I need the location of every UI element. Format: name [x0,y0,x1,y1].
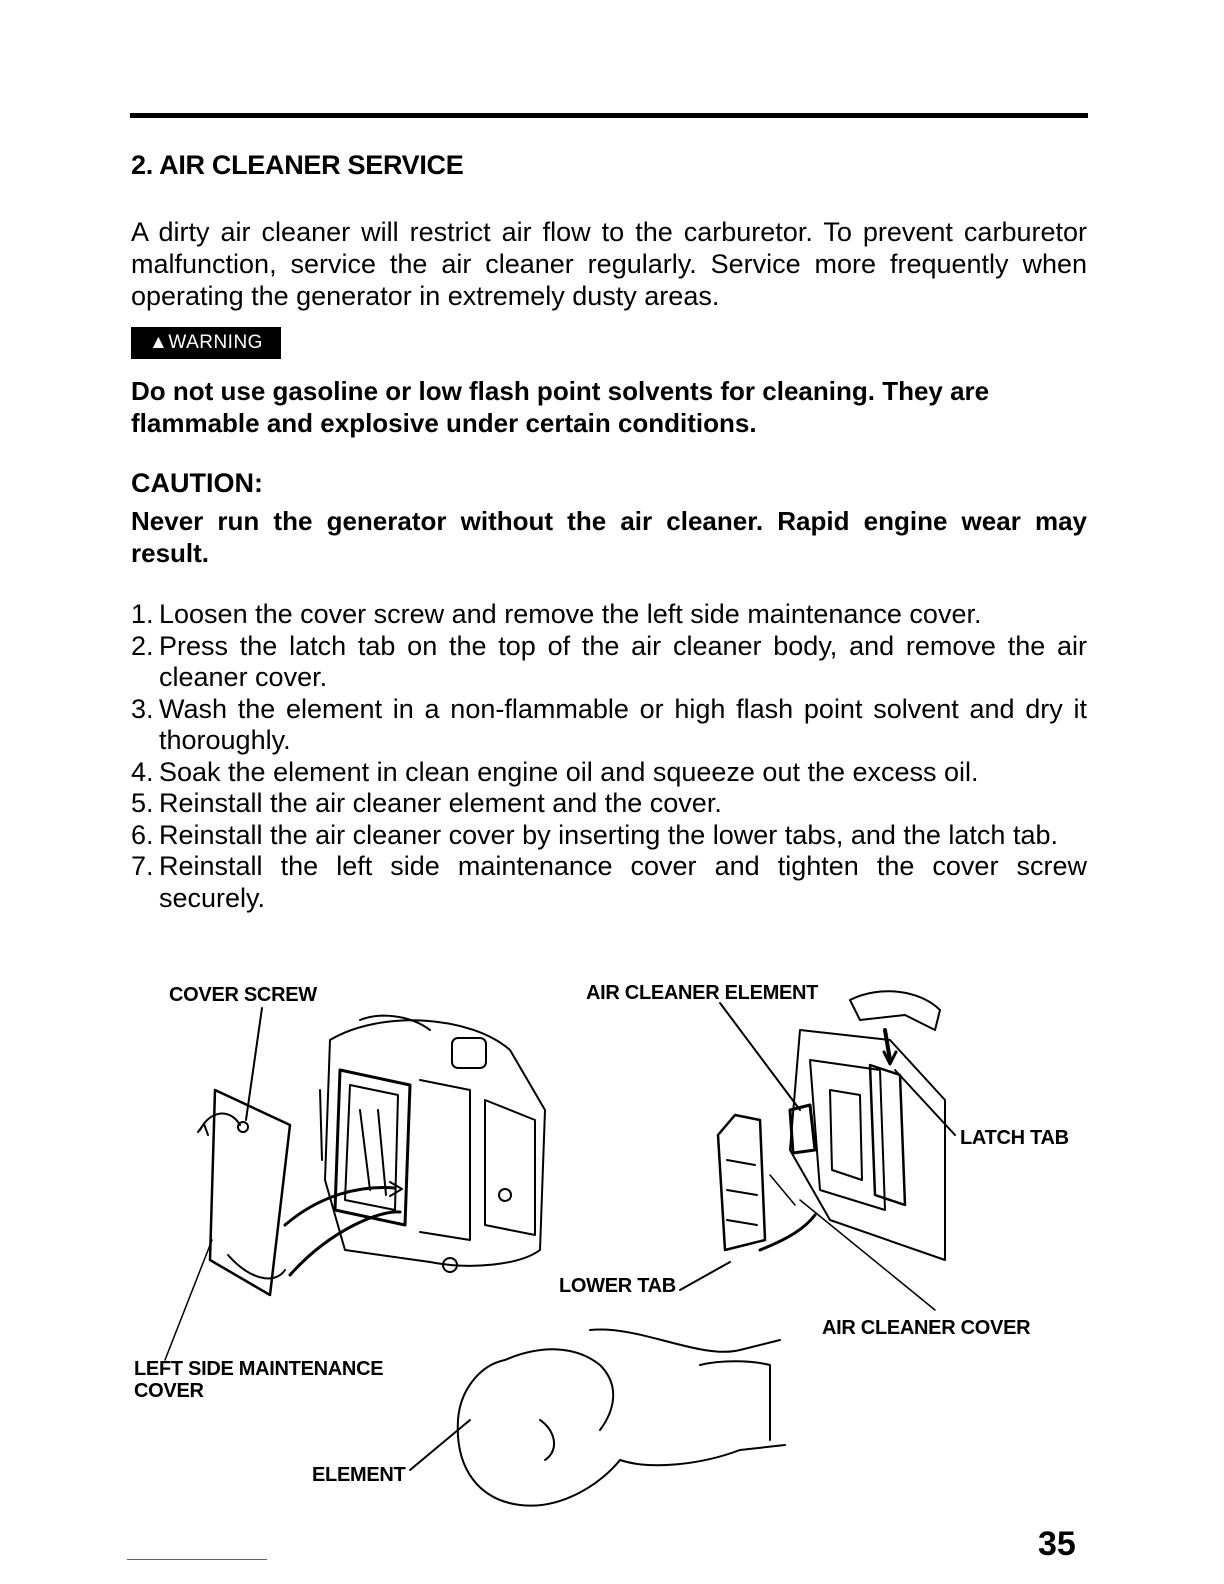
label-lower-tab: LOWER TAB [559,1275,676,1297]
step-item: 7. Reinstall the left side maintenance cover and tighten the cover screw securely. [131,851,1087,913]
step-item: 1. Loosen the cover screw and remove the left side maintenance cover. [131,599,982,629]
section-title: 2. AIR CLEANER SERVICE [131,150,464,180]
intro-paragraph: A dirty air cleaner will restrict air flow to the carburetor. To prevent carburetor malfunction, service the air cleaner regularly. Service more frequently when operating the generator in extremely dusty areas. [131,217,1087,311]
label-left-side-cover-line1: LEFT SIDE MAINTENANCE [134,1358,384,1380]
warning-text: Do not use gasoline or low flash point solvents for cleaning. They are flammable and explosive under certain conditions. [131,376,990,438]
caution-text: Never run the generator without the air cleaner. Rapid engine wear may result. [131,506,1087,568]
label-left-side-cover-line2: COVER [134,1380,204,1402]
caution-heading: CAUTION: [131,468,263,498]
label-air-cleaner-cover: AIR CLEANER COVER [822,1317,1031,1339]
step-item: 6. Reinstall the air cleaner cover by inserting the lower tabs, and the latch tab. [131,819,1058,850]
generator-right-drawing [680,991,955,1310]
page-number: 35 [1038,1525,1076,1563]
procedure-steps [131,599,1087,914]
label-air-cleaner-element: AIR CLEANER ELEMENT [586,982,819,1004]
label-element: ELEMENT [312,1464,406,1486]
label-latch-tab: LATCH TAB [960,1127,1069,1149]
generator-left-drawing [165,1008,545,1360]
step-item: 4. Soak the element in clean engine oil and squeeze out the excess oil. [131,756,979,787]
maintenance-illustration [0,960,1224,1540]
top-rule [130,113,1088,118]
step-item: 3. Wash the element in a non-flammable or high flash point solvent and dry it thoroughly. [131,693,1087,755]
hand-element-drawing [410,1330,785,1506]
warning-badge: ▲WARNING [131,327,281,359]
label-cover-screw: COVER SCREW [169,984,317,1006]
step-item: 2. Press the latch tab on the top of the air cleaner body, and remove the air cleaner cover. [131,630,1087,692]
footer-rule [127,1559,267,1560]
step-item: 5. Reinstall the air cleaner element and the cover. [131,788,722,818]
